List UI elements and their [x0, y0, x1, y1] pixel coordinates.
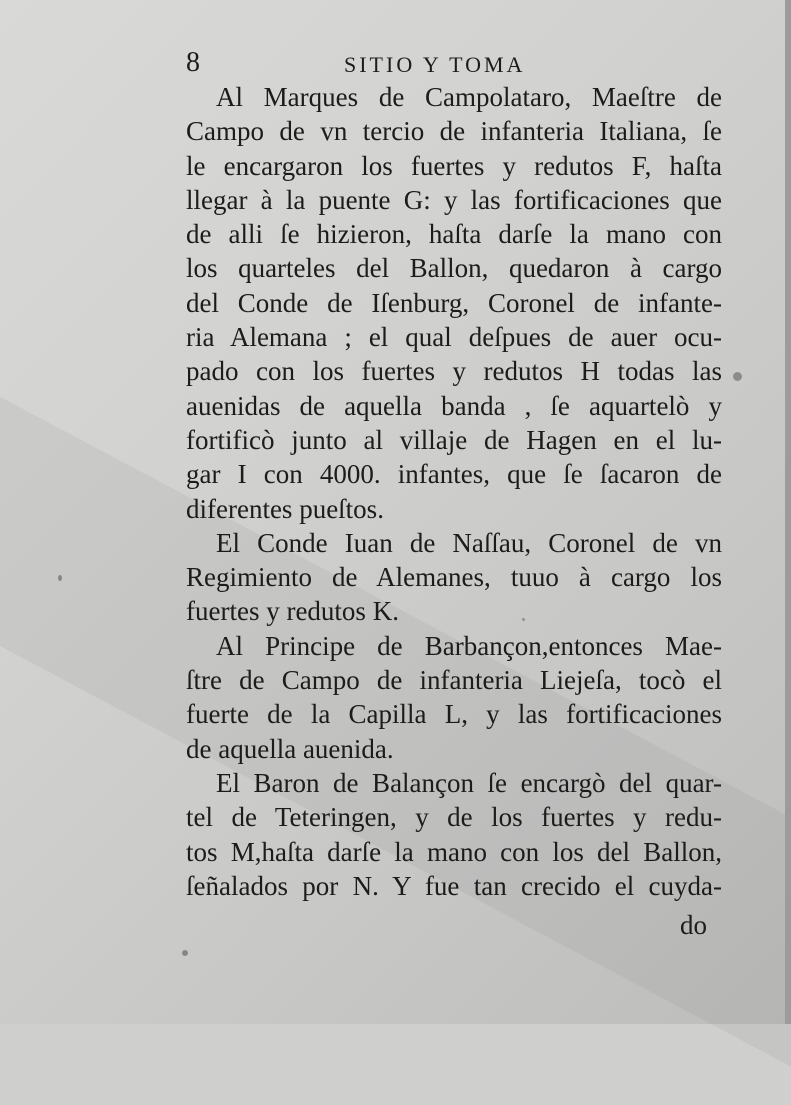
text-line: fortificò junto al villaje de Hagen en el lu- [186, 424, 722, 455]
page-number: 8 [186, 47, 200, 78]
ink-speck [733, 372, 742, 381]
text-line: ſtre de Campo de infanteria Liejeſa, tocò el [186, 665, 722, 696]
text-line: tel de Teteringen, y de los fuertes y redu- [186, 802, 722, 833]
catchword: do [680, 910, 707, 940]
text-line: Al Marques de Campolataro, Maeſtre de [216, 82, 722, 112]
body-text [186, 80, 722, 903]
text-line: tos M,haſta darſe la mano con los del Ballon, [186, 836, 722, 867]
text-line: Campo de vn tercio de infanteria Italiana, ſe [186, 116, 722, 147]
text-line: del Conde de Iſenburg, Coronel de infante- [186, 287, 722, 318]
page-edge [785, 0, 791, 1024]
text-line: El Conde Iuan de Naſſau, Coronel de vn [216, 527, 722, 558]
text-line: fuerte de la Capilla L, y las fortificaciones [186, 699, 722, 730]
text-line: auenidas de aquella banda , ſe aquartelò y [186, 390, 722, 421]
ink-speck [182, 950, 188, 956]
text-line: pado con los fuertes y redutos H todas las [186, 356, 722, 387]
running-title: SITIO Y TOMA [344, 52, 526, 77]
ink-speck [58, 575, 62, 581]
text-line: Regimiento de Alemanes, tuuo à cargo los [186, 562, 722, 593]
text-line: de aquella auenida. [186, 733, 394, 764]
text-line: Al Principe de Barbançon,entonces Mae- [216, 630, 722, 661]
text-line: llegar à la puente G: y las fortificaciones que [186, 184, 722, 215]
ink-speck [522, 618, 525, 621]
page-header [186, 48, 726, 82]
text-line: de alli ſe hizieron, haſta darſe la mano con [186, 219, 722, 250]
text-line: diferentes pueſtos. [186, 493, 384, 524]
text-line: los quarteles del Ballon, quedaron à cargo [186, 253, 722, 284]
text-line: ſeñalados por N. Y fue tan crecido el cuyda- [186, 870, 722, 901]
text-line: ria Alemana ; el qual deſpues de auer ocu- [186, 322, 722, 353]
text-line: le encargaron los fuertes y redutos F, haſta [186, 150, 722, 181]
text-line: fuertes y redutos K. [186, 596, 399, 627]
text-line: El Baron de Balançon ſe encargò del quar- [216, 767, 722, 798]
text-line: gar I con 4000. infantes, que ſe ſacaron de [186, 459, 722, 490]
